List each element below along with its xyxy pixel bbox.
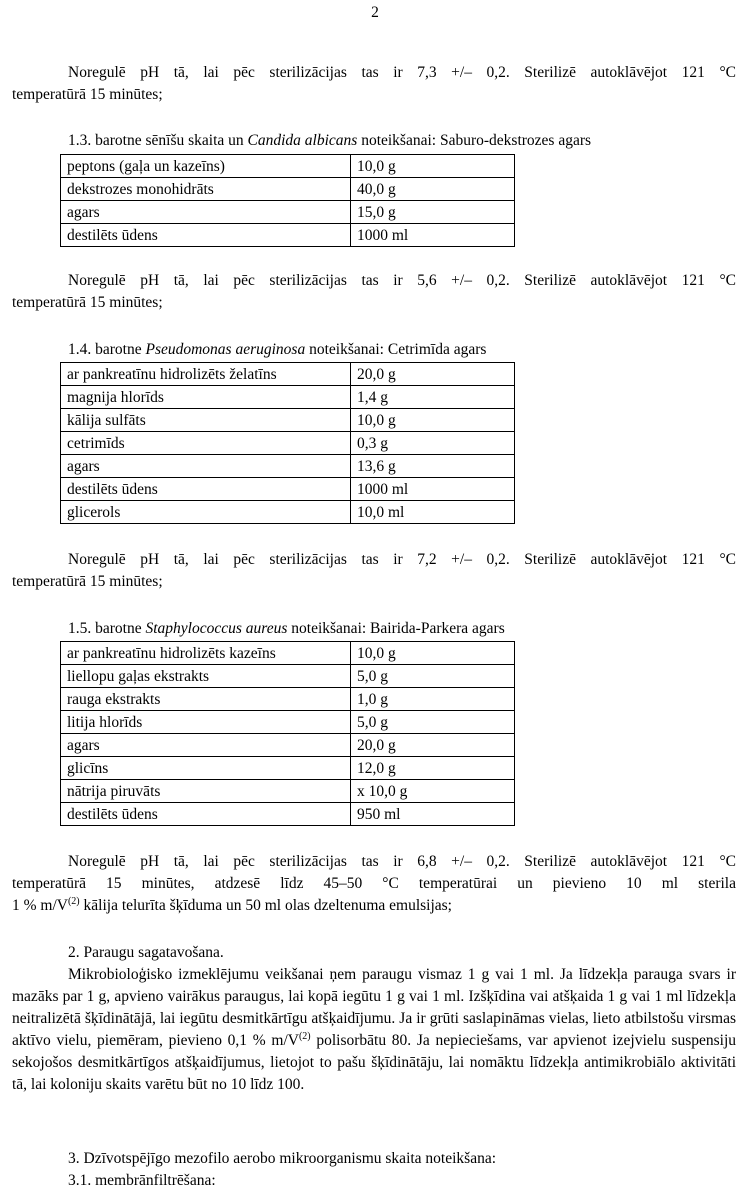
ingredient-cell: ar pankreatīnu hidrolizēts kazeīns [61,642,351,665]
table-row [61,201,515,224]
table-1-3 [60,154,515,247]
ingredient-cell: glicerols [61,501,351,524]
table-row [61,432,515,455]
amount-cell: 10,0 g [351,155,515,178]
section-1-3-caption: 1.3. barotne sēnīšu skaita un Candida albicans noteikšanai: Saburo-dekstrozes agars [68,132,592,149]
amount-cell: 0,3 g [351,432,515,455]
ingredient-cell: kālija sulfāts [61,409,351,432]
table-row [61,757,515,780]
table-1-5 [60,641,515,826]
ingredient-cell: agars [61,734,351,757]
amount-cell: 40,0 g [351,178,515,201]
ph-note-4: Noregulē pH tā, lai pēc sterilizācijas tas ir 6,8 +/– 0,2. Sterilizē autoklāvējot 121 °C temperatūrā 15 minūtes, atdzesē līdz 45–50 °C temperatūrai un pievieno 10 ml sterila 1 % $m/V^{(2)}$ kālija telurīta šķīduma un 50 ml olas dzeltenuma emulsijas; [12,853,736,914]
amount-cell: 20,0 g [351,734,515,757]
ingredient-cell: liellopu gaļas ekstrakts [61,665,351,688]
table-row [61,501,515,524]
amount-cell: 950 ml [351,803,515,826]
amount-cell: 10,0 g [351,642,515,665]
table-row [61,734,515,757]
table-row [61,363,515,386]
table-row [61,803,515,826]
amount-cell: 13,6 g [351,455,515,478]
table-row [61,642,515,665]
amount-cell: 1000 ml [351,478,515,501]
ingredient-cell: cetrimīds [61,432,351,455]
ingredient-cell: destilēts ūdens [61,224,351,247]
table-1-4 [60,362,515,524]
ingredient-cell: agars [61,455,351,478]
page-number: 2 [371,4,379,21]
table-row [61,224,515,247]
ingredient-cell: destilēts ūdens [61,803,351,826]
ph-note-1: Noregulē pH tā, lai pēc sterilizācijas tas ir 7,3 +/– 0,2. Sterilizē autoklāvējot 121 °C temperatūrā 15 minūtes; [12,64,736,103]
amount-cell: 10,0 g [351,409,515,432]
table-row [61,478,515,501]
amount-cell: 15,0 g [351,201,515,224]
ingredient-cell: ar pankreatīnu hidrolizēts želatīns [61,363,351,386]
table-row [61,665,515,688]
ph-note-2: Noregulē pH tā, lai pēc sterilizācijas tas ir 5,6 +/– 0,2. Sterilizē autoklāvējot 121 °C temperatūrā 15 minūtes; [12,272,736,311]
section-1-5-caption: 1.5. barotne Staphylococcus aureus noteikšanai: Bairida-Parkera agars [68,620,505,637]
ingredient-cell: glicīns [61,757,351,780]
ingredient-cell: nātrija piruvāts [61,780,351,803]
table-row [61,455,515,478]
ingredient-cell: dekstrozes monohidrāts [61,178,351,201]
ingredient-cell: litija hlorīds [61,711,351,734]
amount-cell: 1,4 g [351,386,515,409]
amount-cell: 5,0 g [351,711,515,734]
table-row [61,409,515,432]
amount-cell: 12,0 g [351,757,515,780]
table-row [61,178,515,201]
section-1-4-caption: 1.4. barotne Pseudomonas aeruginosa noteikšanai: Cetrimīda agars [68,341,487,358]
amount-cell: x 10,0 g [351,780,515,803]
ingredient-cell: destilēts ūdens [61,478,351,501]
ingredient-cell: rauga ekstrakts [61,688,351,711]
table-row [61,155,515,178]
ph-note-3: Noregulē pH tā, lai pēc sterilizācijas tas ir 7,2 +/– 0,2. Sterilizē autoklāvējot 121 °C temperatūrā 15 minūtes; [12,551,736,590]
section-2-title: 2. Paraugu sagatavošana. [68,944,224,961]
table-row [61,711,515,734]
section-3-title: 3. Dzīvotspējīgo mezofilo aerobo mikroorganismu skaita noteikšana: [68,1150,497,1167]
amount-cell: 1000 ml [351,224,515,247]
section-2 [12,942,736,1096]
table-row [61,688,515,711]
ingredient-cell: agars [61,201,351,224]
ingredient-cell: magnija hlorīds [61,386,351,409]
amount-cell: 10,0 ml [351,501,515,524]
table-row [61,780,515,803]
section-3-1-title: 3.1. membrānfiltrēšana: [68,1172,216,1189]
ingredient-cell: peptons (gaļa un kazeīns) [61,155,351,178]
table-row [61,386,515,409]
amount-cell: 5,0 g [351,665,515,688]
amount-cell: 1,0 g [351,688,515,711]
section-2-text: Mikrobioloģisko izmeklējumu veikšanai ņem paraugu vismaz 1 g vai 1 ml. Ja līdzekļa parauga svars ir mazāks par 1 g, apvieno vairākus paraugus, lai kopā iegūtu 1 g vai 1 ml. Izšķīdina vai atšķaida 1 g vai 1 ml līdzekļa neitralizētā šķīdinātājā, lai iegūtu desmitkārtīgu atšķaidījumu. Ja ir grūti saslapināmas vielas, lieto atbilstošu virsmas aktīvo vielu, piemēram, pievieno 0,1 % $m/V^{(2)}$ polisorbātu 80. Ja nepieciešams, var apvienot izejvielu suspensiju sekojošos desmitkārtīgos atšķaidījumus, lietojot to pašu šķīdinātāju, lai nomāktu līdzekļa antimikrobiālo aktivitāti tā, lai koloniju skaits varētu būt no 10 līdz 100. [12,966,737,1093]
amount-cell: 20,0 g [351,363,515,386]
section-3 [12,1148,736,1192]
